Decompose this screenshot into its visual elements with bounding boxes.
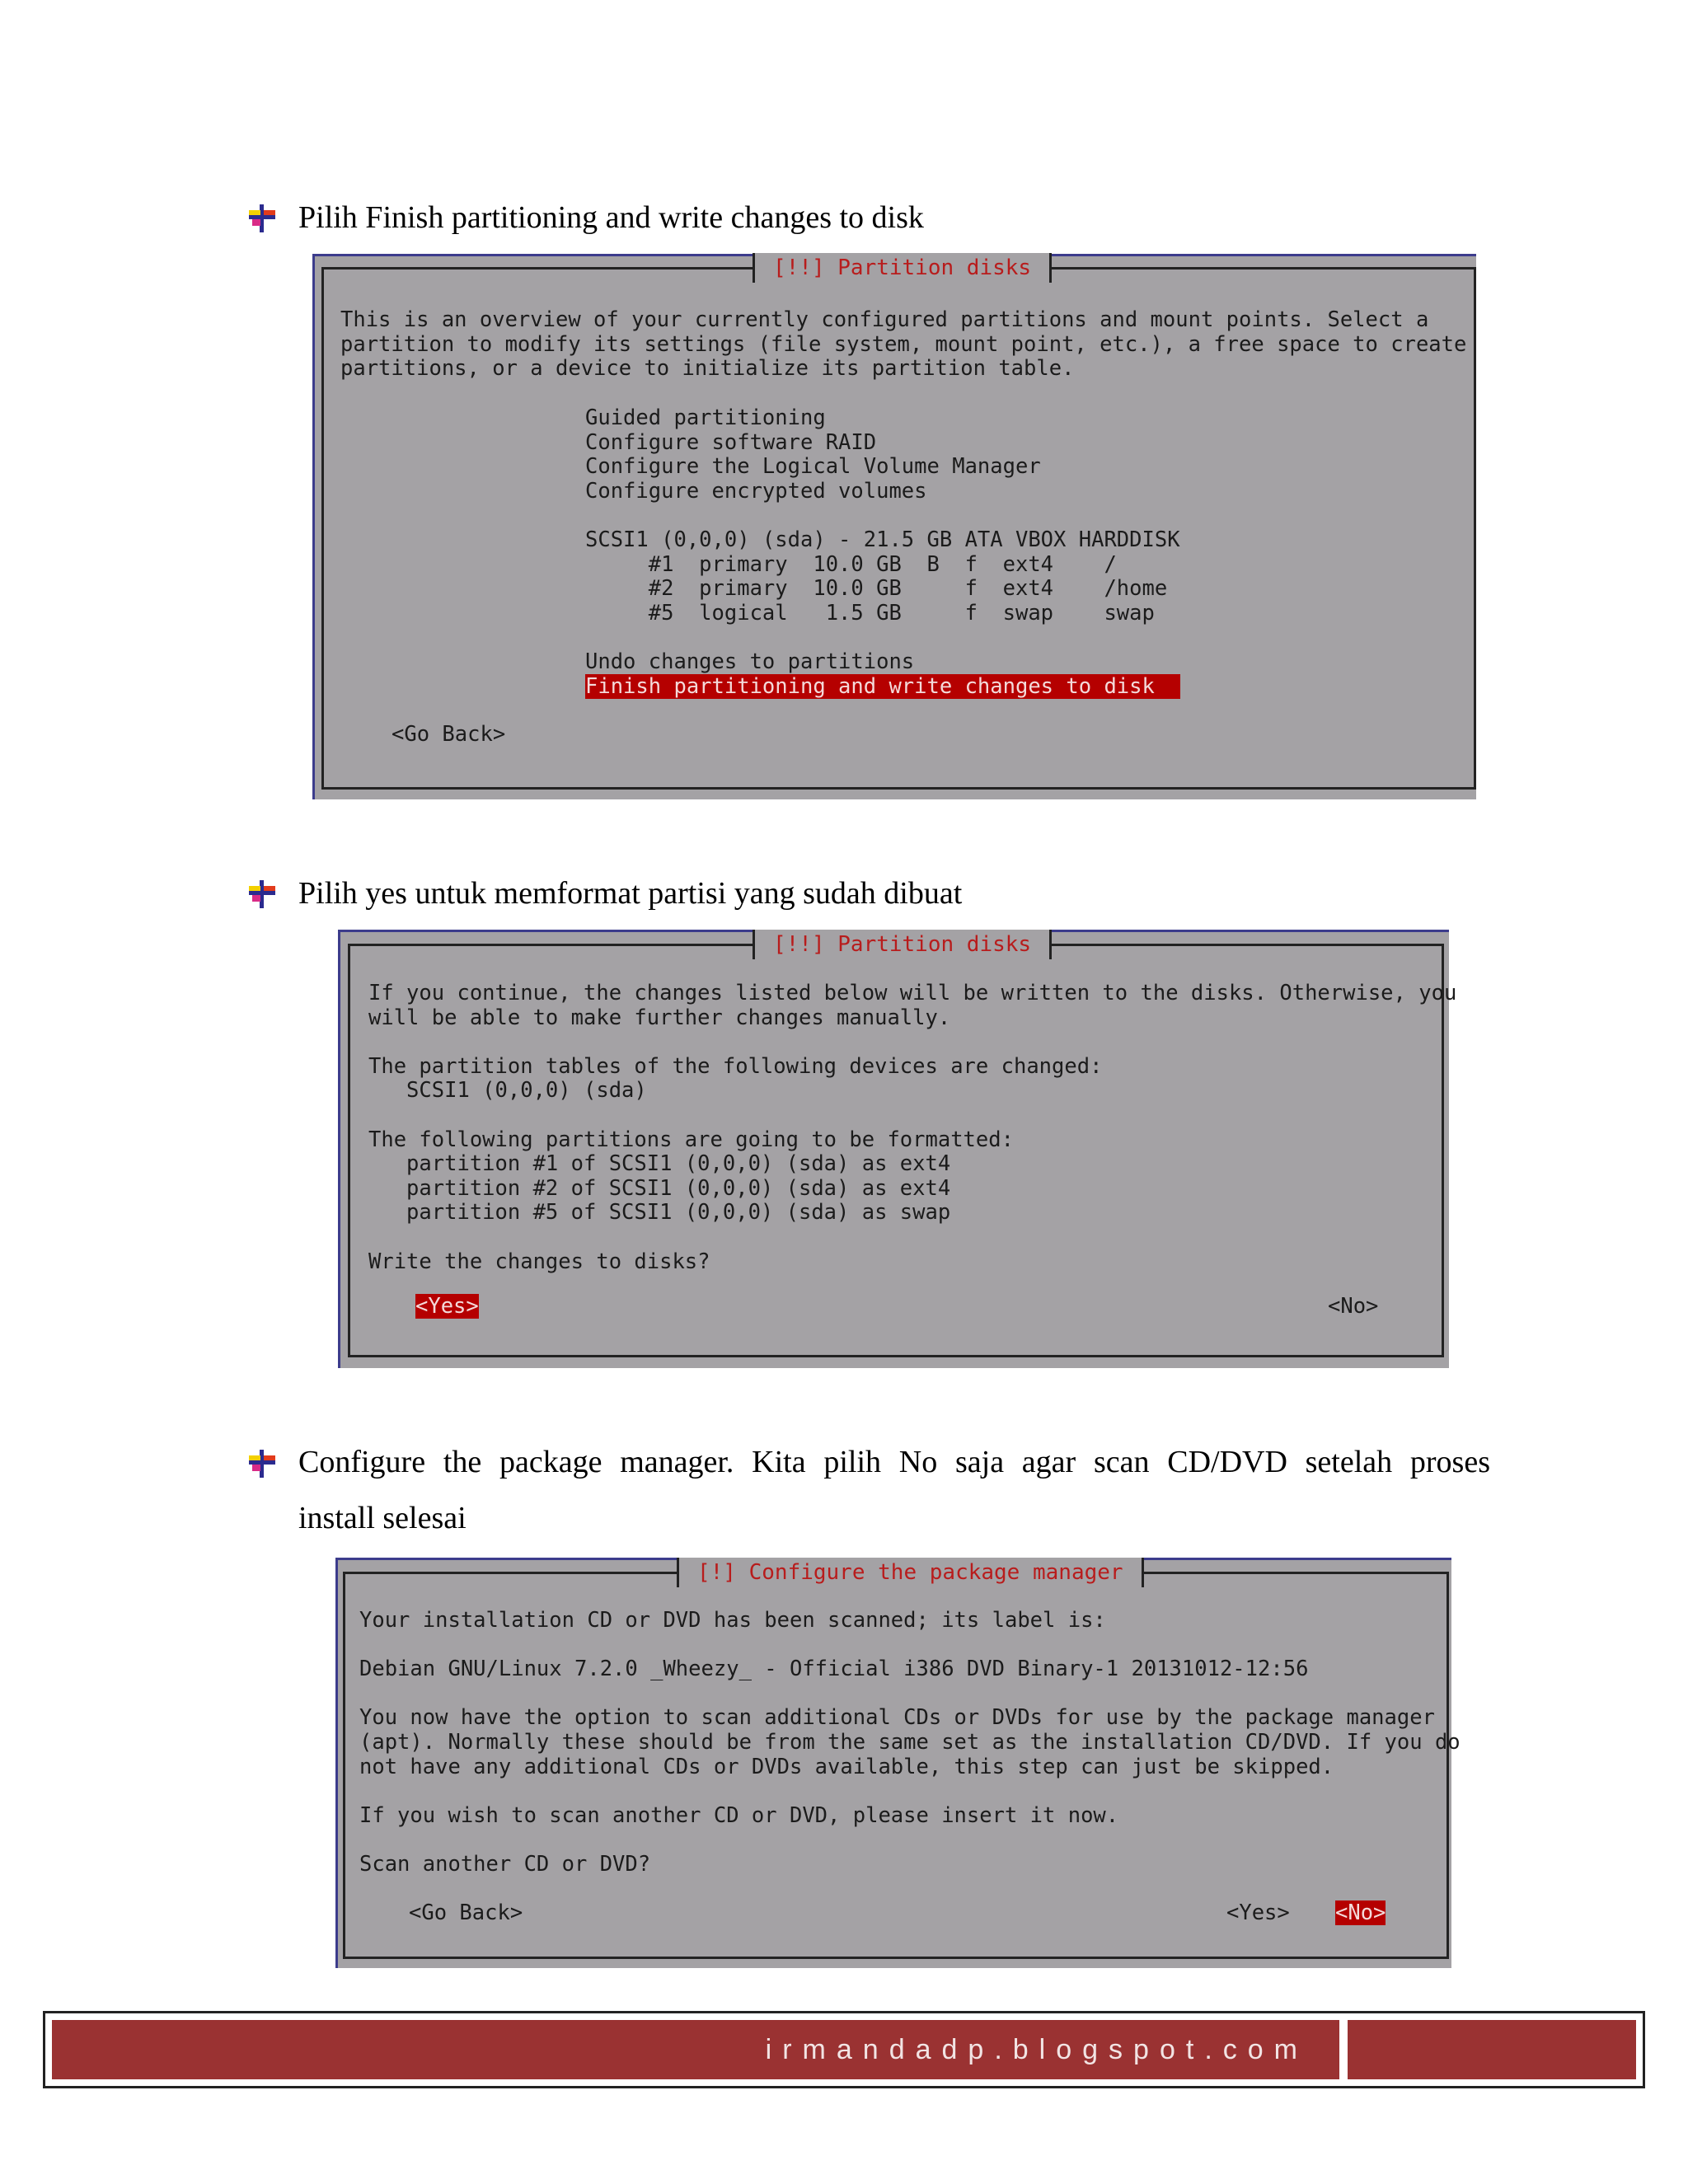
footer-bar [52,2020,1339,2079]
instruction-1: Pilih Finish partitioning and write changes to disk [298,200,924,235]
device-entry[interactable]: SCSI1 (0,0,0) (sda) - 21.5 GB ATA VBOX HARDDISK [585,527,1180,552]
partition-row[interactable]: #2 primary 10.0 GB f ext4 /home [585,576,1168,602]
dialog-title: [!] Configure the package manager [677,1558,1144,1587]
yes-button[interactable]: <Yes> [415,1294,479,1319]
page-footer [43,2011,1645,2088]
go-back-button[interactable]: <Go Back> [392,722,506,747]
menu-configure-raid[interactable]: Configure software RAID [585,429,877,455]
go-back-button[interactable]: <Go Back> [409,1900,523,1925]
dialog-title: [!!] Partition disks [753,930,1052,959]
partition-row[interactable]: #5 logical 1.5 GB f swap swap [585,600,1155,626]
package-manager-dialog [335,1558,1461,1968]
undo-changes-option[interactable]: Undo changes to partitions [585,649,915,674]
instruction-2: Pilih yes untuk memformat partisi yang sudah dibuat [298,876,963,911]
menu-configure-lvm[interactable]: Configure the Logical Volume Manager [585,454,1041,480]
bullet-icon [247,203,277,232]
finish-partitioning-option[interactable]: Finish partitioning and write changes to disk [585,673,1155,699]
partition-row[interactable]: #1 primary 10.0 GB B f ext4 / [585,551,1117,577]
no-button[interactable]: <No> [1328,1294,1379,1319]
menu-configure-encrypted[interactable]: Configure encrypted volumes [585,478,927,504]
instruction-3: Configure the package manager. Kita pilih No saja agar scan CD/DVD setelah proses install selesai [298,1445,1490,1535]
bullet-icon [247,879,277,908]
footer-bar-accent [1348,2020,1636,2079]
footer-blog-url: irmandadp.blogspot.com [765,2034,1308,2065]
dialog-body: If you continue, the changes listed below will be written to the disks. Otherwise, you will be able to make further changes manually. The partition tables of the following devices are changed: SCSI1 (0,0,0) (sda) The following partitions are going to be formatted: partition #1 of SCSI1 (0,0,0) (sda) as ext4 partition #2 of SCSI1 (0,0,0) (sda) as ext4 partition #5 of SCSI1 (0,0,0) (sda) as swap Write the changes to disks? [368,981,1457,1274]
menu-guided-partitioning[interactable]: Guided partitioning [585,405,826,430]
dialog-title: [!!] Partition disks [753,253,1052,283]
partition-menu [585,406,1180,699]
no-button[interactable]: <No> [1335,1900,1386,1925]
bullet-icon [247,1448,277,1478]
confirm-format-dialog [338,930,1457,1368]
dialog-intro: This is an overview of your currently configured partitions and mount points. Select a partition to modify its settings (file system, mount point, etc.), a free space to create partitions, or a device to initialize its partition table. [340,307,1467,382]
yes-button[interactable]: <Yes> [1226,1900,1290,1925]
partition-overview-dialog [312,254,1476,799]
dialog-body: Your installation CD or DVD has been scanned; its label is: Debian GNU/Linux 7.2.0 _Wheezy_ - Official i386 DVD Binary-1 20131012-12:56 You now have the option to scan additional CDs or DVDs for use by the package manager (apt). Normally these should be from the same set as the installation CD/DVD. If you do not have any additional CDs or DVDs available, this step can just be skipped. If you wish to scan another CD or DVD, please insert it now. Scan another CD or DVD? [359,1608,1461,1877]
